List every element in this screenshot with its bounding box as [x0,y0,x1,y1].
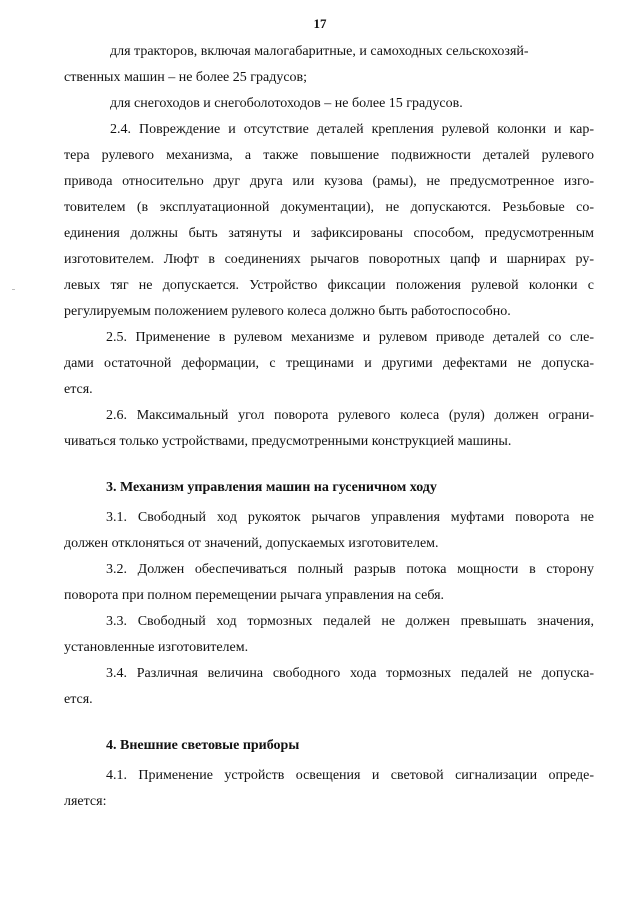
text-line: 3.4. Различная величина свободного хода тормозных педалей не допуска- [106,666,594,681]
text-line: 3.2. Должен обеспечиваться полный разрыв потока мощности в сторону [106,562,594,577]
text-line: для снегоходов и снегоболотоходов – не более 15 градусов. [110,96,463,111]
text-line: 3.1. Свободный ход рукояток рычагов управления муфтами поворота не [106,510,594,525]
text-line: изготовителем. Люфт в соединениях рычагов поворотных цапф и шарнирах ру- [64,252,594,267]
text-line: дами остаточной деформации, с трещинами и другими дефектами не допуска- [64,356,594,371]
text-line: 2.4. Повреждение и отсутствие деталей крепления рулевой колонки и кар- [110,122,594,137]
text-line: привода относительно друг друга или кузова (рамы), не предусмотренное изго- [64,174,594,189]
page-number: 17 [313,16,327,31]
text-line: тера рулевого механизма, а также повышение подвижности деталей рулевого [64,148,594,163]
text-line: чиваться только устройствами, предусмотренными конструкцией машины. [64,434,512,449]
text-line: для тракторов, включая малогабаритные, и самоходных сельскохозяй- [110,44,529,59]
text-line: ется. [64,692,93,707]
text-line: ется. [64,382,93,397]
text-line: должен отклоняться от значений, допускаемых изготовителем. [64,536,439,551]
text-line: ственных машин – не более 25 градусов; [64,70,308,85]
section-heading: 4. Внешние световые приборы [106,738,300,753]
text-line: товителем (в эксплуатационной документации), не допускаются. Резьбовые со- [64,200,594,215]
text-line: установленные изготовителем. [64,640,249,655]
text-line: поворота при полном перемещении рычага управления на себя. [64,588,445,603]
text-line: 4.1. Применение устройств освещения и световой сигнализации опреде- [106,768,594,783]
text-line: 3.3. Свободный ход тормозных педалей не должен превышать значения, [106,614,594,629]
text-line: регулируемым положением рулевого колеса должно быть работоспособно. [64,304,511,319]
text-line: 2.6. Максимальный угол поворота рулевого колеса (руля) должен ограни- [106,408,594,423]
text-line: ляется: [64,794,107,809]
text-line: единения должны быть затянуты и зафиксированы способом, предусмотренным [64,226,594,241]
scan-margin-mark [12,289,15,290]
text-line: 2.5. Применение в рулевом механизме и рулевом приводе деталей со сле- [106,330,594,345]
text-line: левых тяг не допускается. Устройство фиксации положения рулевой колонки с [64,278,594,293]
section-heading: 3. Механизм управления машин на гусеничном ходу [106,480,437,495]
